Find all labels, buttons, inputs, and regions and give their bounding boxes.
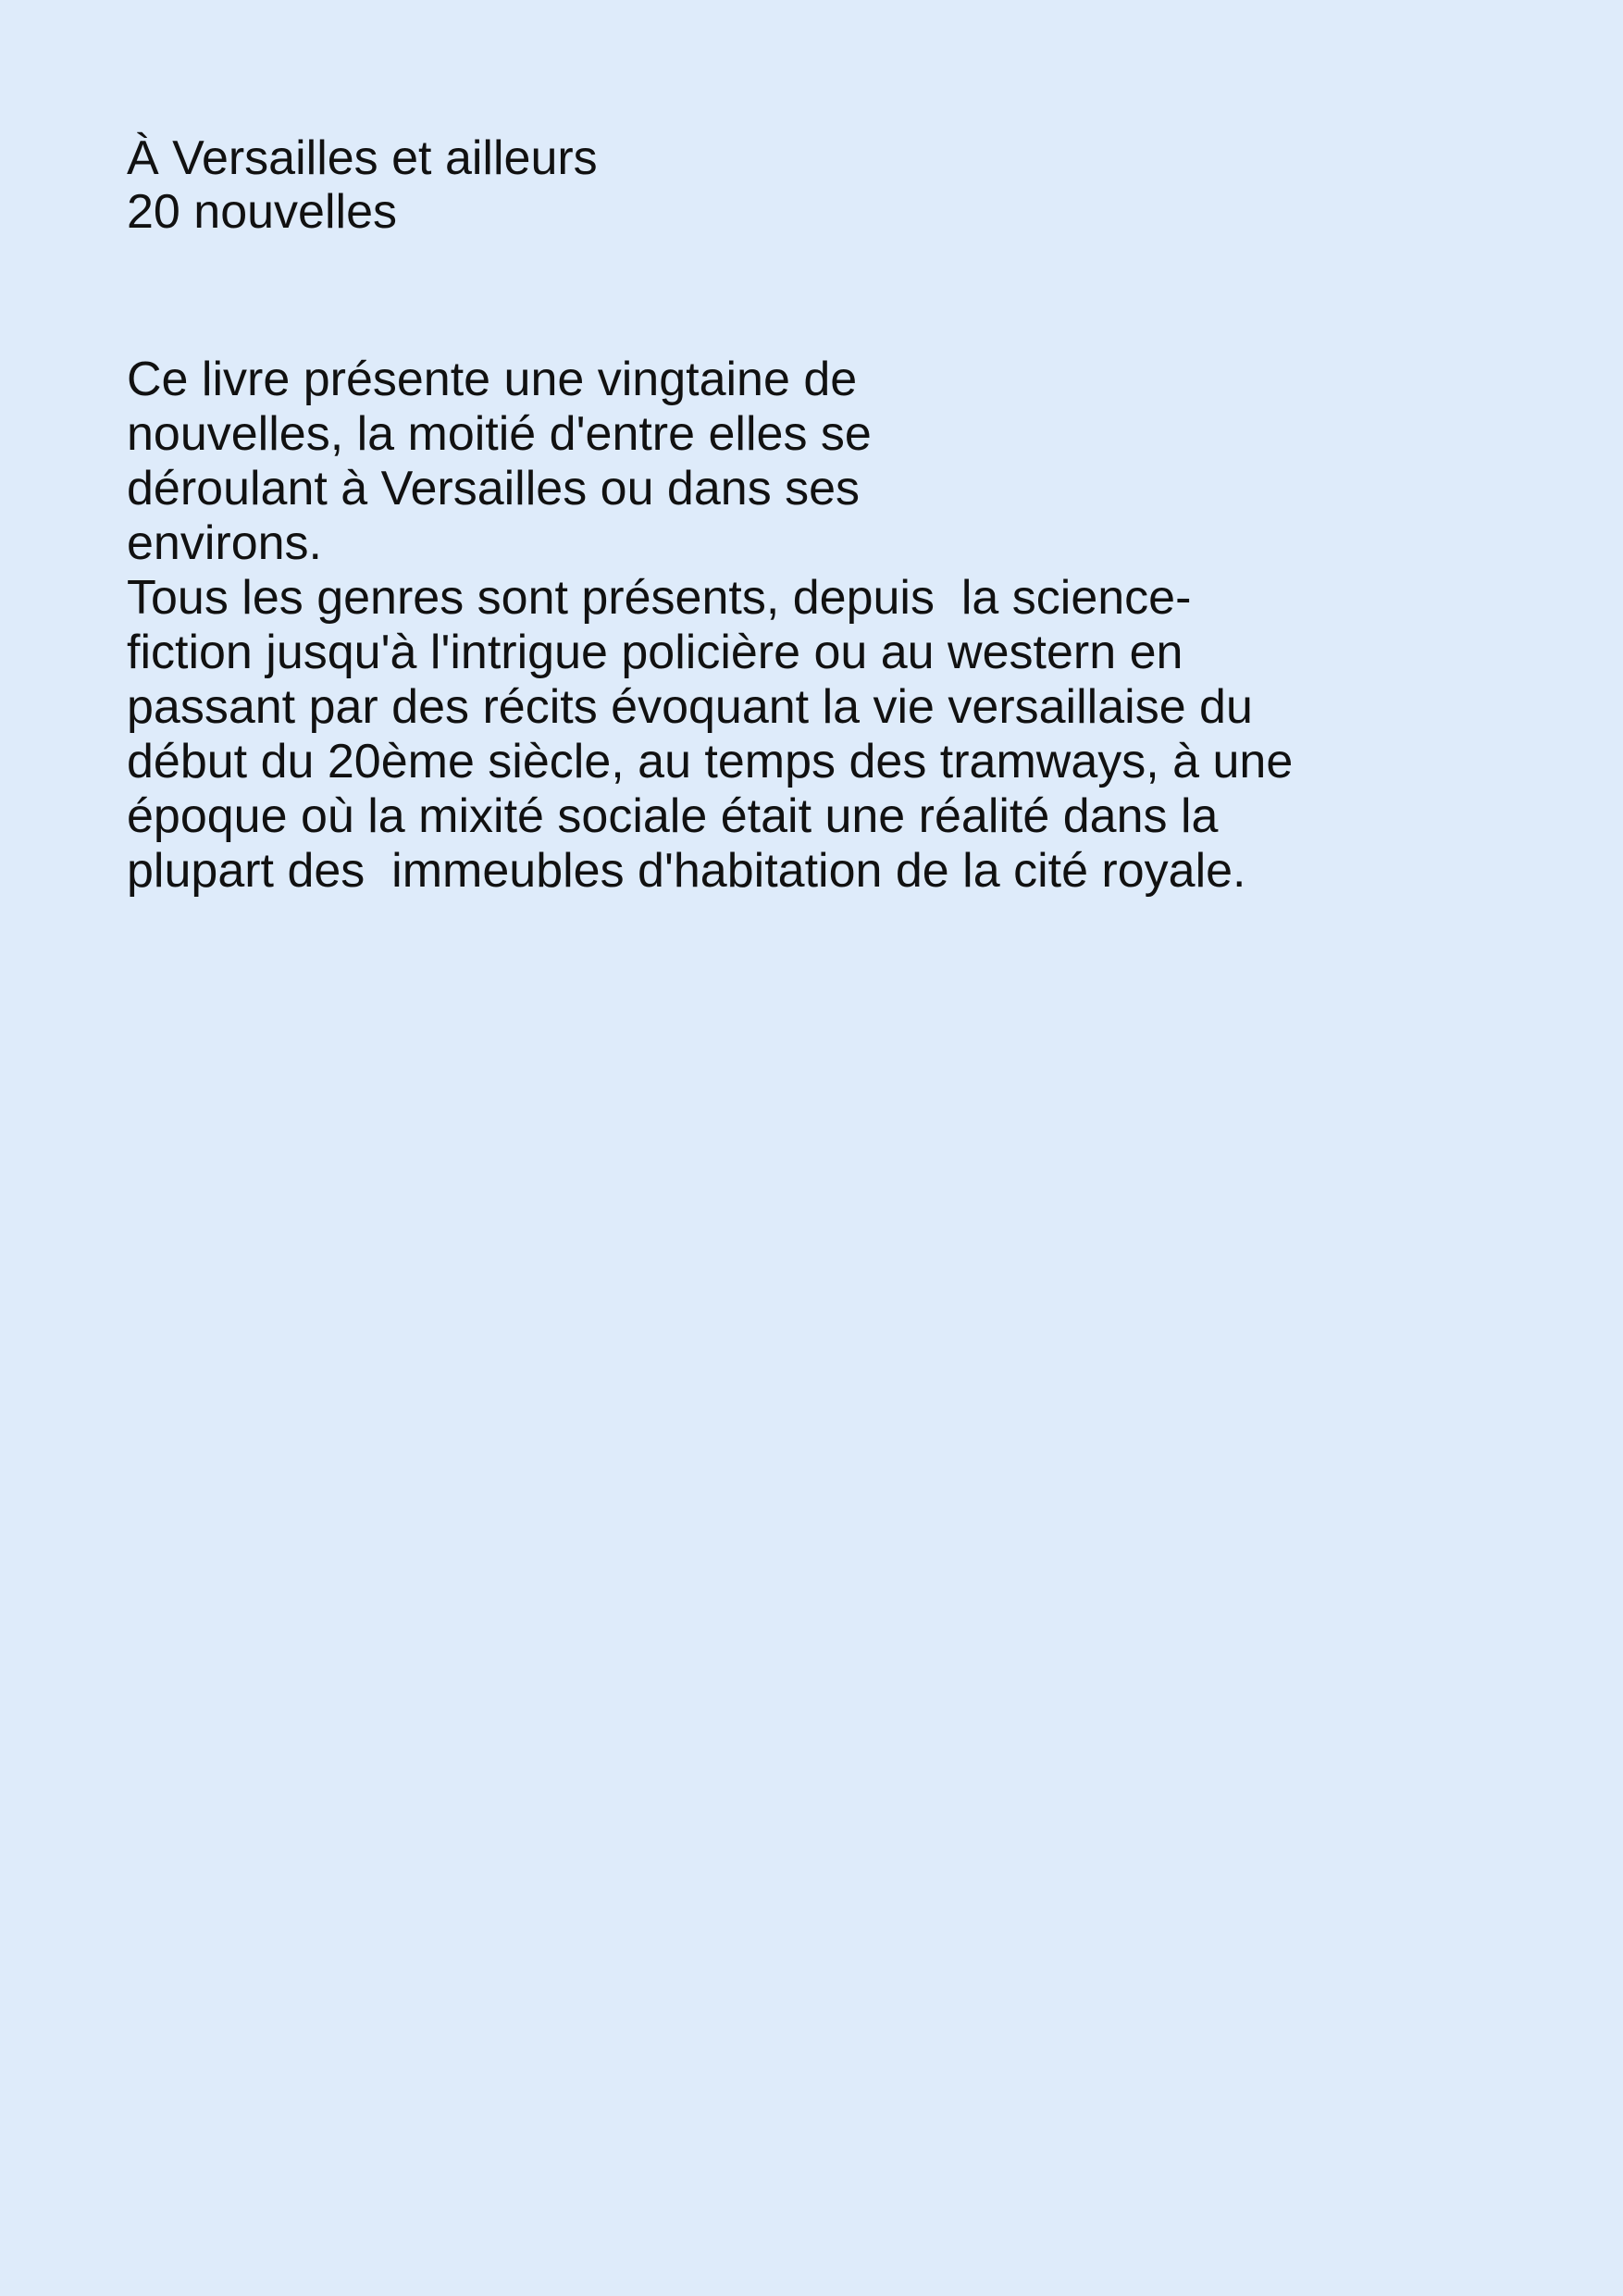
book-subtitle: 20 nouvelles [127, 185, 397, 239]
description-paragraph-2 [127, 571, 1515, 899]
text-line: Tous les genres sont présents, depuis la science- [127, 571, 1192, 625]
text-line: nouvelles, la moitié d'entre elles se [127, 407, 872, 461]
book-title: À Versailles et ailleurs [127, 131, 598, 185]
text-line: environs. [127, 516, 322, 570]
book-title-block [127, 131, 1496, 239]
text-line: déroulant à Versailles ou dans ses [127, 462, 861, 515]
description-paragraph-1 [127, 353, 1515, 571]
text-line: époque où la mixité sociale était une réalité dans la [127, 789, 1219, 843]
text-line: début du 20ème siècle, au temps des tramways, à une [127, 735, 1294, 788]
text-line: plupart des immeubles d'habitation de la cité royale. [127, 844, 1246, 898]
book-description [127, 353, 1515, 899]
text-line: fiction jusqu'à l'intrigue policière ou au western en [127, 626, 1183, 679]
text-line: Ce livre présente une vingtaine de [127, 353, 858, 406]
text-line: passant par des récits évoquant la vie versaillaise du [127, 680, 1253, 734]
